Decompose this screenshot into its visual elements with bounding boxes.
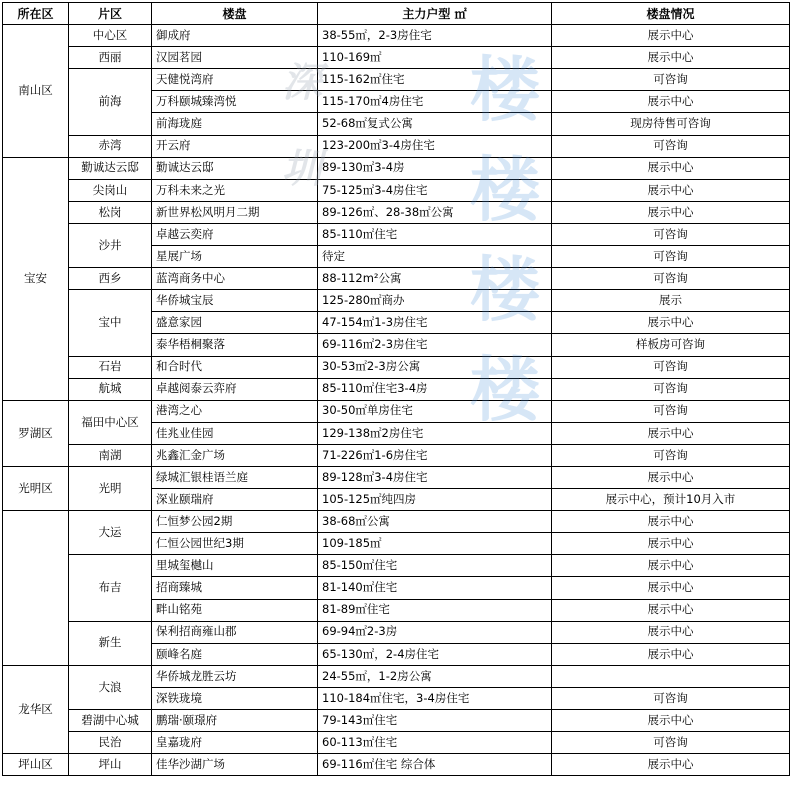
cell-area: 航城: [69, 378, 152, 400]
cell-status: 可咨询: [552, 400, 790, 422]
cell-unit-type: 85-150㎡住宅: [318, 555, 552, 577]
cell-status: 展示中心: [552, 710, 790, 732]
cell-project: 保利招商雍山郡: [152, 621, 318, 643]
cell-area: 西乡: [69, 268, 152, 290]
cell-district: 光明区: [3, 466, 69, 510]
cell-area: 新生: [69, 621, 152, 665]
cell-area: 中心区: [69, 25, 152, 47]
cell-unit-type: 47-154㎡1-3房住宅: [318, 312, 552, 334]
cell-unit-type: 71-226㎡1-6房住宅: [318, 444, 552, 466]
cell-district: [3, 511, 69, 666]
cell-status: 展示中心: [552, 179, 790, 201]
table-row: [3, 268, 790, 290]
cell-area: 勤诚达云邸: [69, 157, 152, 179]
table-row: [3, 356, 790, 378]
cell-unit-type: 24-55㎡，1-2房公寓: [318, 665, 552, 687]
watermark-right: 楼楼楼楼: [470, 49, 540, 431]
table-row: [3, 47, 790, 69]
cell-unit-type: 52-68㎡复式公寓: [318, 113, 552, 135]
cell-unit-type: 109-185㎡: [318, 533, 552, 555]
cell-unit-type: 105-125㎡纯四房: [318, 489, 552, 511]
cell-unit-type: 69-116㎡住宅 综合体: [318, 754, 552, 776]
cell-unit-type: 38-55㎡，2-3房住宅: [318, 25, 552, 47]
cell-unit-type: 38-68㎡公寓: [318, 511, 552, 533]
cell-status: 展示中心: [552, 533, 790, 555]
cell-project: 蓝湾商务中心: [152, 268, 318, 290]
header-area: 片区: [69, 3, 152, 25]
header-row: [3, 3, 790, 25]
cell-unit-type: 125-280㎡商办: [318, 290, 552, 312]
table-row: [3, 466, 790, 488]
cell-project: 卓越云奕府: [152, 223, 318, 245]
cell-project: 和合时代: [152, 356, 318, 378]
cell-unit-type: 60-113㎡住宅: [318, 732, 552, 754]
cell-status: 展示: [552, 290, 790, 312]
table-row: [3, 555, 790, 577]
table-row: [3, 201, 790, 223]
cell-area: 民治: [69, 732, 152, 754]
cell-status: 展示中心: [552, 201, 790, 223]
cell-unit-type: 89-130㎡3-4房: [318, 157, 552, 179]
cell-area: 大运: [69, 511, 152, 555]
header-district: 所在区: [3, 3, 69, 25]
cell-status: 展示中心: [552, 511, 790, 533]
cell-project: 万科未来之光: [152, 179, 318, 201]
cell-project: 鹏瑞·颐璟府: [152, 710, 318, 732]
cell-status: 可咨询: [552, 135, 790, 157]
cell-project: 佳华沙湖广场: [152, 754, 318, 776]
cell-district: 南山区: [3, 25, 69, 158]
cell-project: 里城玺樾山: [152, 555, 318, 577]
cell-unit-type: 89-126㎡、28-38㎡公寓: [318, 201, 552, 223]
cell-area: 光明: [69, 466, 152, 510]
table-row: [3, 710, 790, 732]
header-status: 楼盘情况: [552, 3, 790, 25]
cell-area: 沙井: [69, 223, 152, 267]
cell-status: 现房待售可咨询: [552, 113, 790, 135]
table-row: [3, 69, 790, 91]
cell-unit-type: 79-143㎡住宅: [318, 710, 552, 732]
cell-unit-type: 待定: [318, 246, 552, 268]
cell-area: 福田中心区: [69, 400, 152, 444]
table-row: [3, 511, 790, 533]
cell-status: 可咨询: [552, 732, 790, 754]
table-row: [3, 754, 790, 776]
cell-status: [552, 665, 790, 687]
cell-area: 坪山: [69, 754, 152, 776]
cell-unit-type: 88-112m²公寓: [318, 268, 552, 290]
cell-project: 皇嘉珑府: [152, 732, 318, 754]
cell-project: 开云府: [152, 135, 318, 157]
table-row: [3, 621, 790, 643]
housing-table: [2, 2, 790, 776]
cell-project: 畔山铭苑: [152, 599, 318, 621]
table-row: [3, 732, 790, 754]
cell-unit-type: 85-110㎡住宅3-4房: [318, 378, 552, 400]
cell-status: 展示中心: [552, 91, 790, 113]
cell-area: 西丽: [69, 47, 152, 69]
cell-status: 展示中心: [552, 599, 790, 621]
cell-status: 展示中心: [552, 621, 790, 643]
cell-area: 布吉: [69, 555, 152, 621]
cell-area: 松岗: [69, 201, 152, 223]
table-row: [3, 25, 790, 47]
cell-district: 坪山区: [3, 754, 69, 776]
cell-area: 尖岗山: [69, 179, 152, 201]
table-row: [3, 157, 790, 179]
cell-unit-type: 110-169㎡: [318, 47, 552, 69]
cell-unit-type: 89-128㎡3-4房住宅: [318, 466, 552, 488]
cell-status: 展示中心: [552, 312, 790, 334]
cell-area: 宝中: [69, 290, 152, 356]
cell-status: 展示中心: [552, 577, 790, 599]
cell-status: 可咨询: [552, 687, 790, 709]
table-row: [3, 290, 790, 312]
cell-unit-type: 110-184㎡住宅，3-4房住宅: [318, 687, 552, 709]
cell-status: 展示中心: [552, 422, 790, 444]
cell-status: 可咨询: [552, 246, 790, 268]
cell-status: 可咨询: [552, 268, 790, 290]
cell-project: 绿城汇银桂语兰庭: [152, 466, 318, 488]
cell-project: 前海珑庭: [152, 113, 318, 135]
cell-project: 佳兆业佳园: [152, 422, 318, 444]
watermark-left: 深圳: [282, 60, 322, 192]
cell-project: 泰华梧桐聚落: [152, 334, 318, 356]
cell-unit-type: 85-110㎡住宅: [318, 223, 552, 245]
cell-unit-type: 69-116㎡2-3房住宅: [318, 334, 552, 356]
cell-project: 深业颐瑞府: [152, 489, 318, 511]
cell-area: 南湖: [69, 444, 152, 466]
table-body: [3, 25, 790, 776]
table-row: [3, 665, 790, 687]
cell-area: 赤湾: [69, 135, 152, 157]
cell-unit-type: 69-94㎡2-3房: [318, 621, 552, 643]
cell-project: 仁恒梦公园2期: [152, 511, 318, 533]
cell-unit-type: 81-89㎡住宅: [318, 599, 552, 621]
cell-status: 展示中心，预计10月入市: [552, 489, 790, 511]
table-row: [3, 223, 790, 245]
cell-unit-type: 129-138㎡2房住宅: [318, 422, 552, 444]
cell-unit-type: 81-140㎡住宅: [318, 577, 552, 599]
cell-district: 龙华区: [3, 665, 69, 753]
cell-area: 前海: [69, 69, 152, 135]
cell-status: 可咨询: [552, 69, 790, 91]
cell-status: 可咨询: [552, 378, 790, 400]
cell-district: 宝安: [3, 157, 69, 400]
cell-status: 展示中心: [552, 555, 790, 577]
cell-project: 兆鑫汇金广场: [152, 444, 318, 466]
cell-project: 华侨城宝辰: [152, 290, 318, 312]
table-row: [3, 179, 790, 201]
cell-unit-type: 115-162㎡住宅: [318, 69, 552, 91]
cell-project: 华侨城龙胜云坊: [152, 665, 318, 687]
cell-area: 碧湖中心城: [69, 710, 152, 732]
cell-project: 深铁珑境: [152, 687, 318, 709]
cell-area: 大浪: [69, 665, 152, 709]
cell-project: 港湾之心: [152, 400, 318, 422]
cell-district: 罗湖区: [3, 400, 69, 466]
header-project: 楼盘: [152, 3, 318, 25]
cell-status: 展示中心: [552, 47, 790, 69]
cell-project: 星展广场: [152, 246, 318, 268]
cell-status: 可咨询: [552, 356, 790, 378]
cell-status: 样板房可咨询: [552, 334, 790, 356]
cell-status: 展示中心: [552, 466, 790, 488]
cell-project: 勤诚达云邸: [152, 157, 318, 179]
cell-area: 石岩: [69, 356, 152, 378]
cell-project: 盛意家园: [152, 312, 318, 334]
table-row: [3, 400, 790, 422]
cell-project: 颐峰名庭: [152, 643, 318, 665]
cell-status: 可咨询: [552, 444, 790, 466]
header-unit-type: 主力户型 ㎡: [318, 3, 552, 25]
cell-status: 展示中心: [552, 157, 790, 179]
housing-table-container: [2, 2, 790, 776]
cell-project: 御成府: [152, 25, 318, 47]
cell-project: 汉园茗园: [152, 47, 318, 69]
cell-project: 新世界松风明月二期: [152, 201, 318, 223]
cell-project: 天健悦湾府: [152, 69, 318, 91]
table-row: [3, 444, 790, 466]
cell-status: 展示中心: [552, 25, 790, 47]
cell-unit-type: 30-53㎡2-3房公寓: [318, 356, 552, 378]
cell-project: 仁恒公园世纪3期: [152, 533, 318, 555]
cell-status: 展示中心: [552, 754, 790, 776]
cell-status: 展示中心: [552, 643, 790, 665]
cell-project: 万科颐城臻湾悦: [152, 91, 318, 113]
cell-unit-type: 123-200㎡3-4房住宅: [318, 135, 552, 157]
table-row: [3, 378, 790, 400]
cell-unit-type: 65-130㎡，2-4房住宅: [318, 643, 552, 665]
cell-unit-type: 75-125㎡3-4房住宅: [318, 179, 552, 201]
cell-unit-type: 115-170㎡4房住宅: [318, 91, 552, 113]
cell-project: 招商臻城: [152, 577, 318, 599]
cell-project: 卓越阅泰云弈府: [152, 378, 318, 400]
cell-unit-type: 30-50㎡单房住宅: [318, 400, 552, 422]
cell-status: 可咨询: [552, 223, 790, 245]
table-row: [3, 135, 790, 157]
